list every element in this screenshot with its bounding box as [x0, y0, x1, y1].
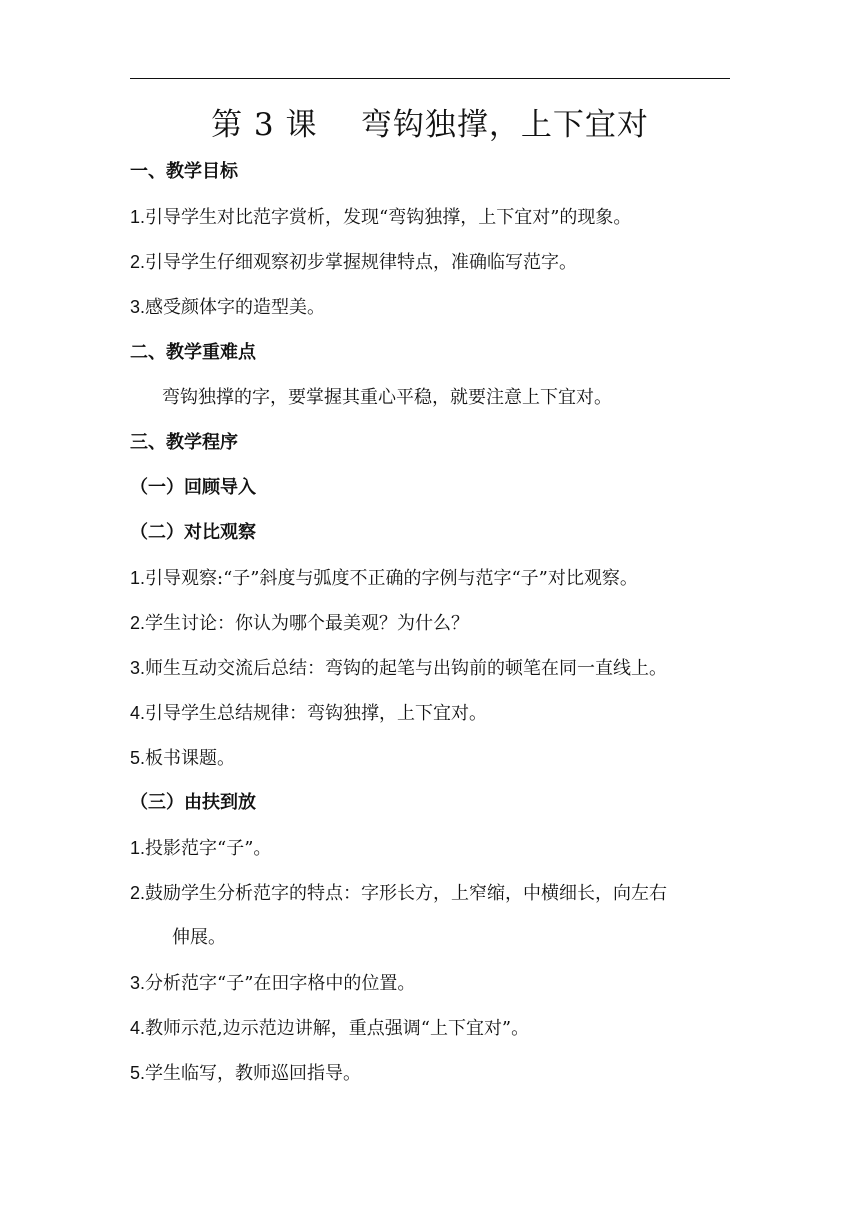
- list-item: 2.鼓励学生分析范字的特点：字形长方，上窄缩，中横细长，向左右: [130, 883, 668, 904]
- list-item: 4.教师示范,边示范边讲解，重点强调“上下宜对”。: [130, 1018, 530, 1039]
- list-item: 1.引导观察:“子”斜度与弧度不正确的字例与范字“子”对比观察。: [130, 568, 638, 589]
- list-item: 5.板书课题。: [130, 748, 236, 769]
- list-item: 5.学生临写，教师巡回指导。: [130, 1063, 362, 1084]
- list-item: 2.引导学生仔细观察初步掌握规律特点，准确临写范字。: [130, 252, 578, 273]
- subheading-compare: （二）对比观察: [130, 522, 256, 543]
- list-item-continuation: 伸展。: [172, 927, 226, 948]
- header-rule: [130, 78, 730, 79]
- list-item: 3.感受颜体字的造型美。: [130, 297, 326, 318]
- subheading-review: （一）回顾导入: [130, 477, 256, 498]
- list-item: 1.投影范字“子”。: [130, 838, 272, 859]
- section-heading-procedure: 三、教学程序: [130, 432, 238, 453]
- list-item: 3.分析范字“子”在田字格中的位置。: [130, 973, 416, 994]
- list-item: 2.学生讨论：你认为哪个最美观？为什么？: [130, 613, 470, 634]
- lesson-title: 第 3 课 弯钩独撑，上下宜对: [211, 107, 649, 143]
- section-heading-objectives: 一、教学目标: [130, 161, 238, 182]
- list-item: 3.师生互动交流后总结：弯钩的起笔与出钩前的顿笔在同一直线上。: [130, 658, 668, 679]
- subheading-guided-practice: （三）由扶到放: [130, 792, 256, 813]
- list-item: 1.引导学生对比范字赏析，发现“弯钩独撑，上下宜对”的现象。: [130, 207, 632, 228]
- list-item: 4.引导学生总结规律：弯钩独撑，上下宜对。: [130, 703, 488, 724]
- section-heading-key-points: 二、教学重难点: [130, 342, 256, 363]
- key-points-text: 弯钩独撑的字，要掌握其重心平稳，就要注意上下宜对。: [162, 387, 612, 408]
